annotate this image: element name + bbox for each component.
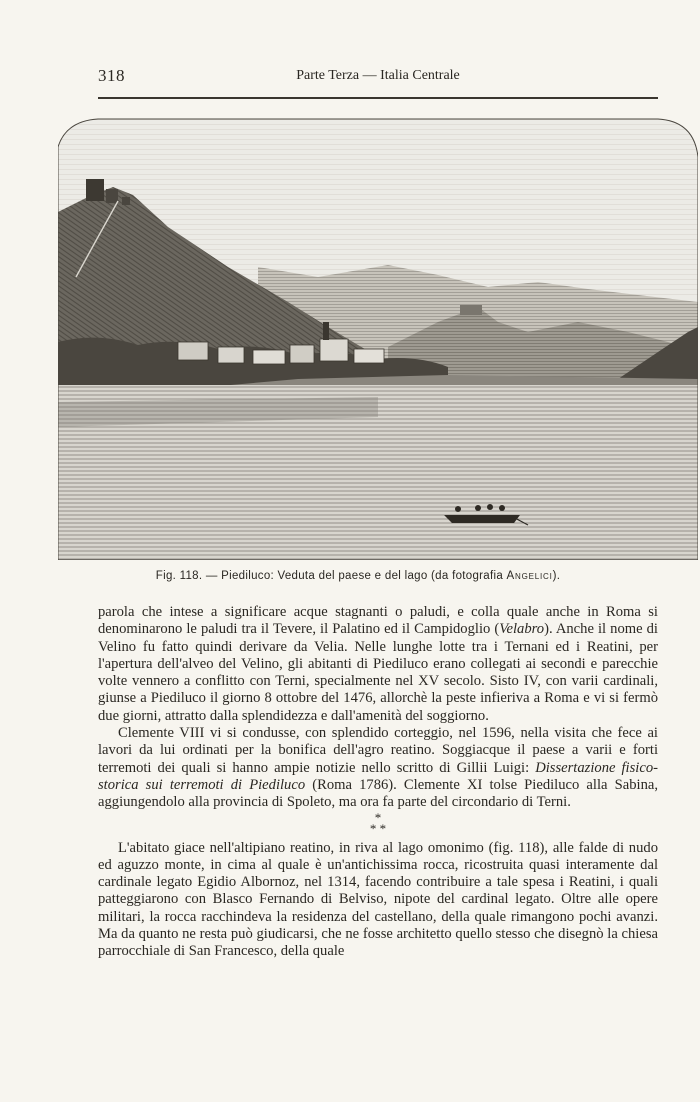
- engraving-piediluco: [58, 117, 698, 560]
- paragraph-1-text-b: ). Anche il nome di Velino fu fatto quindi derivare da Velia. Nelle lunghe lotte tra i Ternani ed i Reatini, per l'apertura dell'alveo del Velino, gli abitanti di Piediluco erano collegati ai secondi e parecchie volte vennero a conflitto con Terni, specialmente nel XV secolo. Sisto IV, con varii cardinali, giunse a Piediluco il giorno 8 ottobre del 1476, allorchè la peste infieriva a Roma e vi si fermò due giorni, attratto dalla splendidezza e dall'amenità del soggiorno.: [98, 621, 658, 724]
- page-number: 318: [98, 66, 125, 85]
- section-asterism: [98, 809, 658, 836]
- paragraph-3: L'abitato giace nell'altipiano reatino, in riva al lago omonimo (fig. 118), alle falde di nudo ed aguzzo monte, in cima al quale è un'antichissima rocca, ricostruita quasi interamente dal cardinale legato Egidio Albornoz, nel 1314, facendo contribuire a tale spesa i Reatini, i quali patteggiarono con Blasco Fernando di Belviso, nipote del cardinal legato. Oltre alle opere militari, la rocca racchindeva la residenza del castellano, della quale rimangono pochi avanzi. Ma da quanto ne resta può giudicarsi, che ne fosse architetto quello stesso che disegnò la chiesa parrocchiale di San Francesco, della quale: [98, 839, 658, 960]
- paragraph-1: [98, 604, 658, 725]
- asterism-top: *: [374, 809, 382, 825]
- paragraph-2-italic: Dissertazione fisico-storica sui terremoti di Piediluco: [98, 759, 658, 793]
- paragraph-1-text-a: parola che intese a significare acque stagnanti o paludi, e colla quale anche in Roma si denominarono le paludi tra il Tevere, il Palatino ed il Campidoglio (: [98, 604, 658, 638]
- figure-caption: [58, 570, 658, 582]
- paragraph-1-italic: Velabro: [499, 621, 545, 638]
- page-header: [98, 64, 658, 94]
- caption-credit: Angelici: [506, 570, 553, 582]
- body-text: [98, 604, 658, 961]
- paragraph-2-text-a: Clemente VIII vi si condusse, con splendido corteggio, nel 1596, nella visita che fece ai lavori da lui ordinati per la bonifica dell'agro reatino. Soggiacque il paese a varii e forti terremoti dei quali si hanno ampie notizie nello scritto di Gillii Luigi:: [98, 725, 658, 776]
- paragraph-2: [98, 725, 658, 811]
- asterism-bottom: * *: [369, 820, 387, 836]
- caption-end: ).: [552, 570, 561, 582]
- paragraph-2-text-b: (Roma 1786). Clemente XI tolse Piediluco alla Sabina, aggiungendolo alla provincia di Spoleto, ma ora fa parte del circondario di Terni.: [98, 776, 658, 811]
- caption-text: Fig. 118. — Piediluco: Veduta del paese e del lago (da fotografia: [155, 570, 507, 582]
- running-head: Parte Terza — Italia Centrale: [296, 68, 460, 83]
- header-rule: [98, 97, 658, 99]
